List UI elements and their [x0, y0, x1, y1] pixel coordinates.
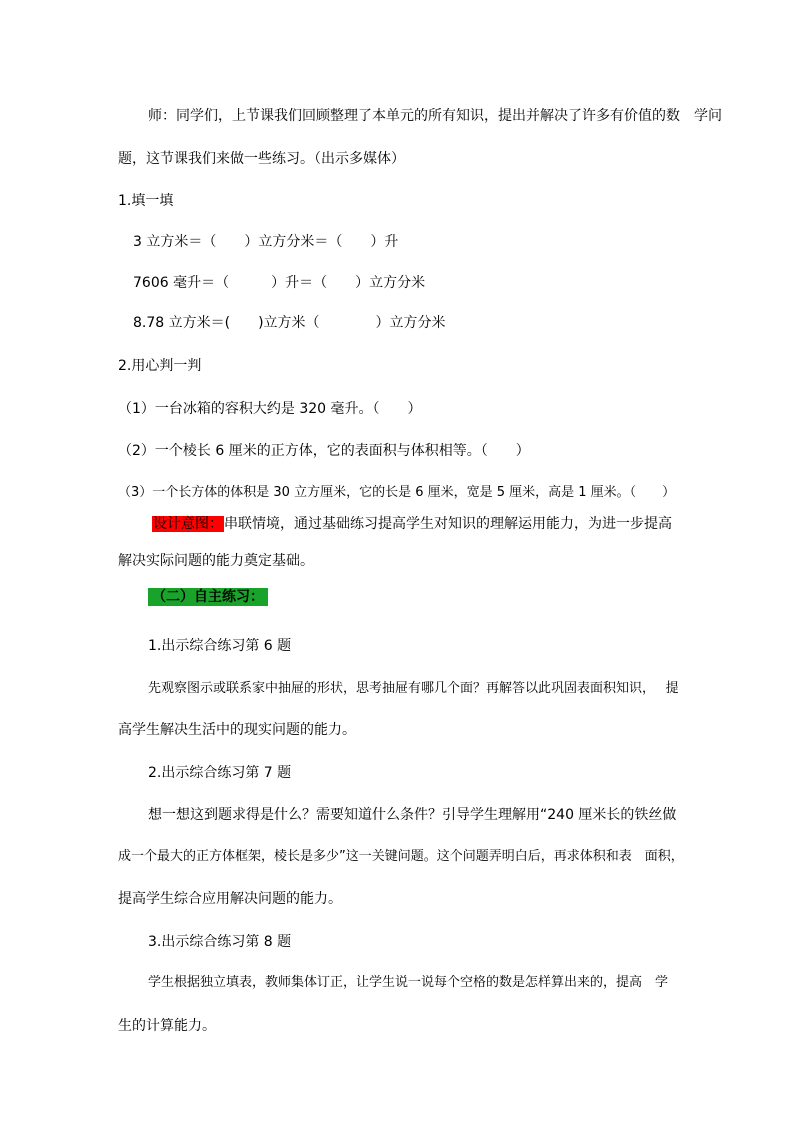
q6-line-2: 高学生解决生活中的现实问题的能力。 — [118, 722, 356, 738]
fill-item-2: 7606 毫升＝（ ）升＝（ ）立方分米 — [133, 275, 426, 291]
q7-line-3: 提高学生综合应用解决问题的能力。 — [118, 891, 342, 907]
q8-title: 3.出示综合练习第 8 题 — [148, 934, 292, 950]
judge-item-2: （2）一个棱长 6 厘米的正方体，它的表面积与体积相等。（ ） — [118, 443, 530, 459]
fill-item-3: 8.78 立方米＝( )立方米（ ）立方分米 — [133, 315, 446, 331]
design-intent-line-1 — [152, 514, 672, 534]
intro-line-1: 师：同学们，上节课我们回顾整理了本单元的所有知识，提出并解决了许多有价值的数 学问 — [148, 108, 722, 124]
q6-title: 1.出示综合练习第 6 题 — [148, 638, 292, 654]
q7-line-1: 想一想这到题求得是什么？需要知道什么条件？引导学生理解用“240 厘米长的铁丝做 — [148, 807, 677, 823]
section-1-title: 1.填一填 — [118, 193, 174, 209]
q7-line-2: 成一个最大的正方体框架，棱长是多少”这一关键问题。这个问题弄明白后，再求体积和表 面积， — [118, 849, 684, 864]
q6-line-1: 先观察图示或联系家中抽屉的形状，思考抽屉有哪几个面？再解答以此巩固表面积知识， 提 — [148, 681, 679, 696]
self-practice-heading-row — [148, 587, 268, 607]
design-intent-text: 串联情境，通过基础练习提高学生对知识的理解运用能力，为进一步提高 — [224, 516, 672, 532]
fill-item-1: 3 立方米＝（ ）立方分米＝（ ）升 — [133, 234, 399, 250]
judge-item-1: （1）一台冰箱的容积大约是 320 毫升。（ ） — [118, 401, 422, 417]
design-intent-line-2: 解决实际问题的能力奠定基础。 — [118, 553, 314, 569]
intro-line-2: 题，这节课我们来做一些练习。（出示多媒体） — [118, 151, 405, 167]
q8-line-1: 学生根据独立填表，教师集体订正，让学生说一说每个空格的数是怎样算出来的，提高 学 — [148, 975, 669, 990]
design-intent-label: 设计意图： — [153, 516, 223, 532]
self-practice-heading: （二）自主练习： — [148, 588, 268, 606]
judge-item-3: （3）一个长方体的体积是 30 立方厘米，它的长是 6 厘米，宽是 5 厘米，高是 1 厘米。（ ） — [118, 485, 676, 500]
q8-line-2: 生的计算能力。 — [118, 1018, 216, 1034]
q7-title: 2.出示综合练习第 7 题 — [148, 765, 292, 781]
section-2-title: 2.用心判一判 — [118, 358, 202, 374]
